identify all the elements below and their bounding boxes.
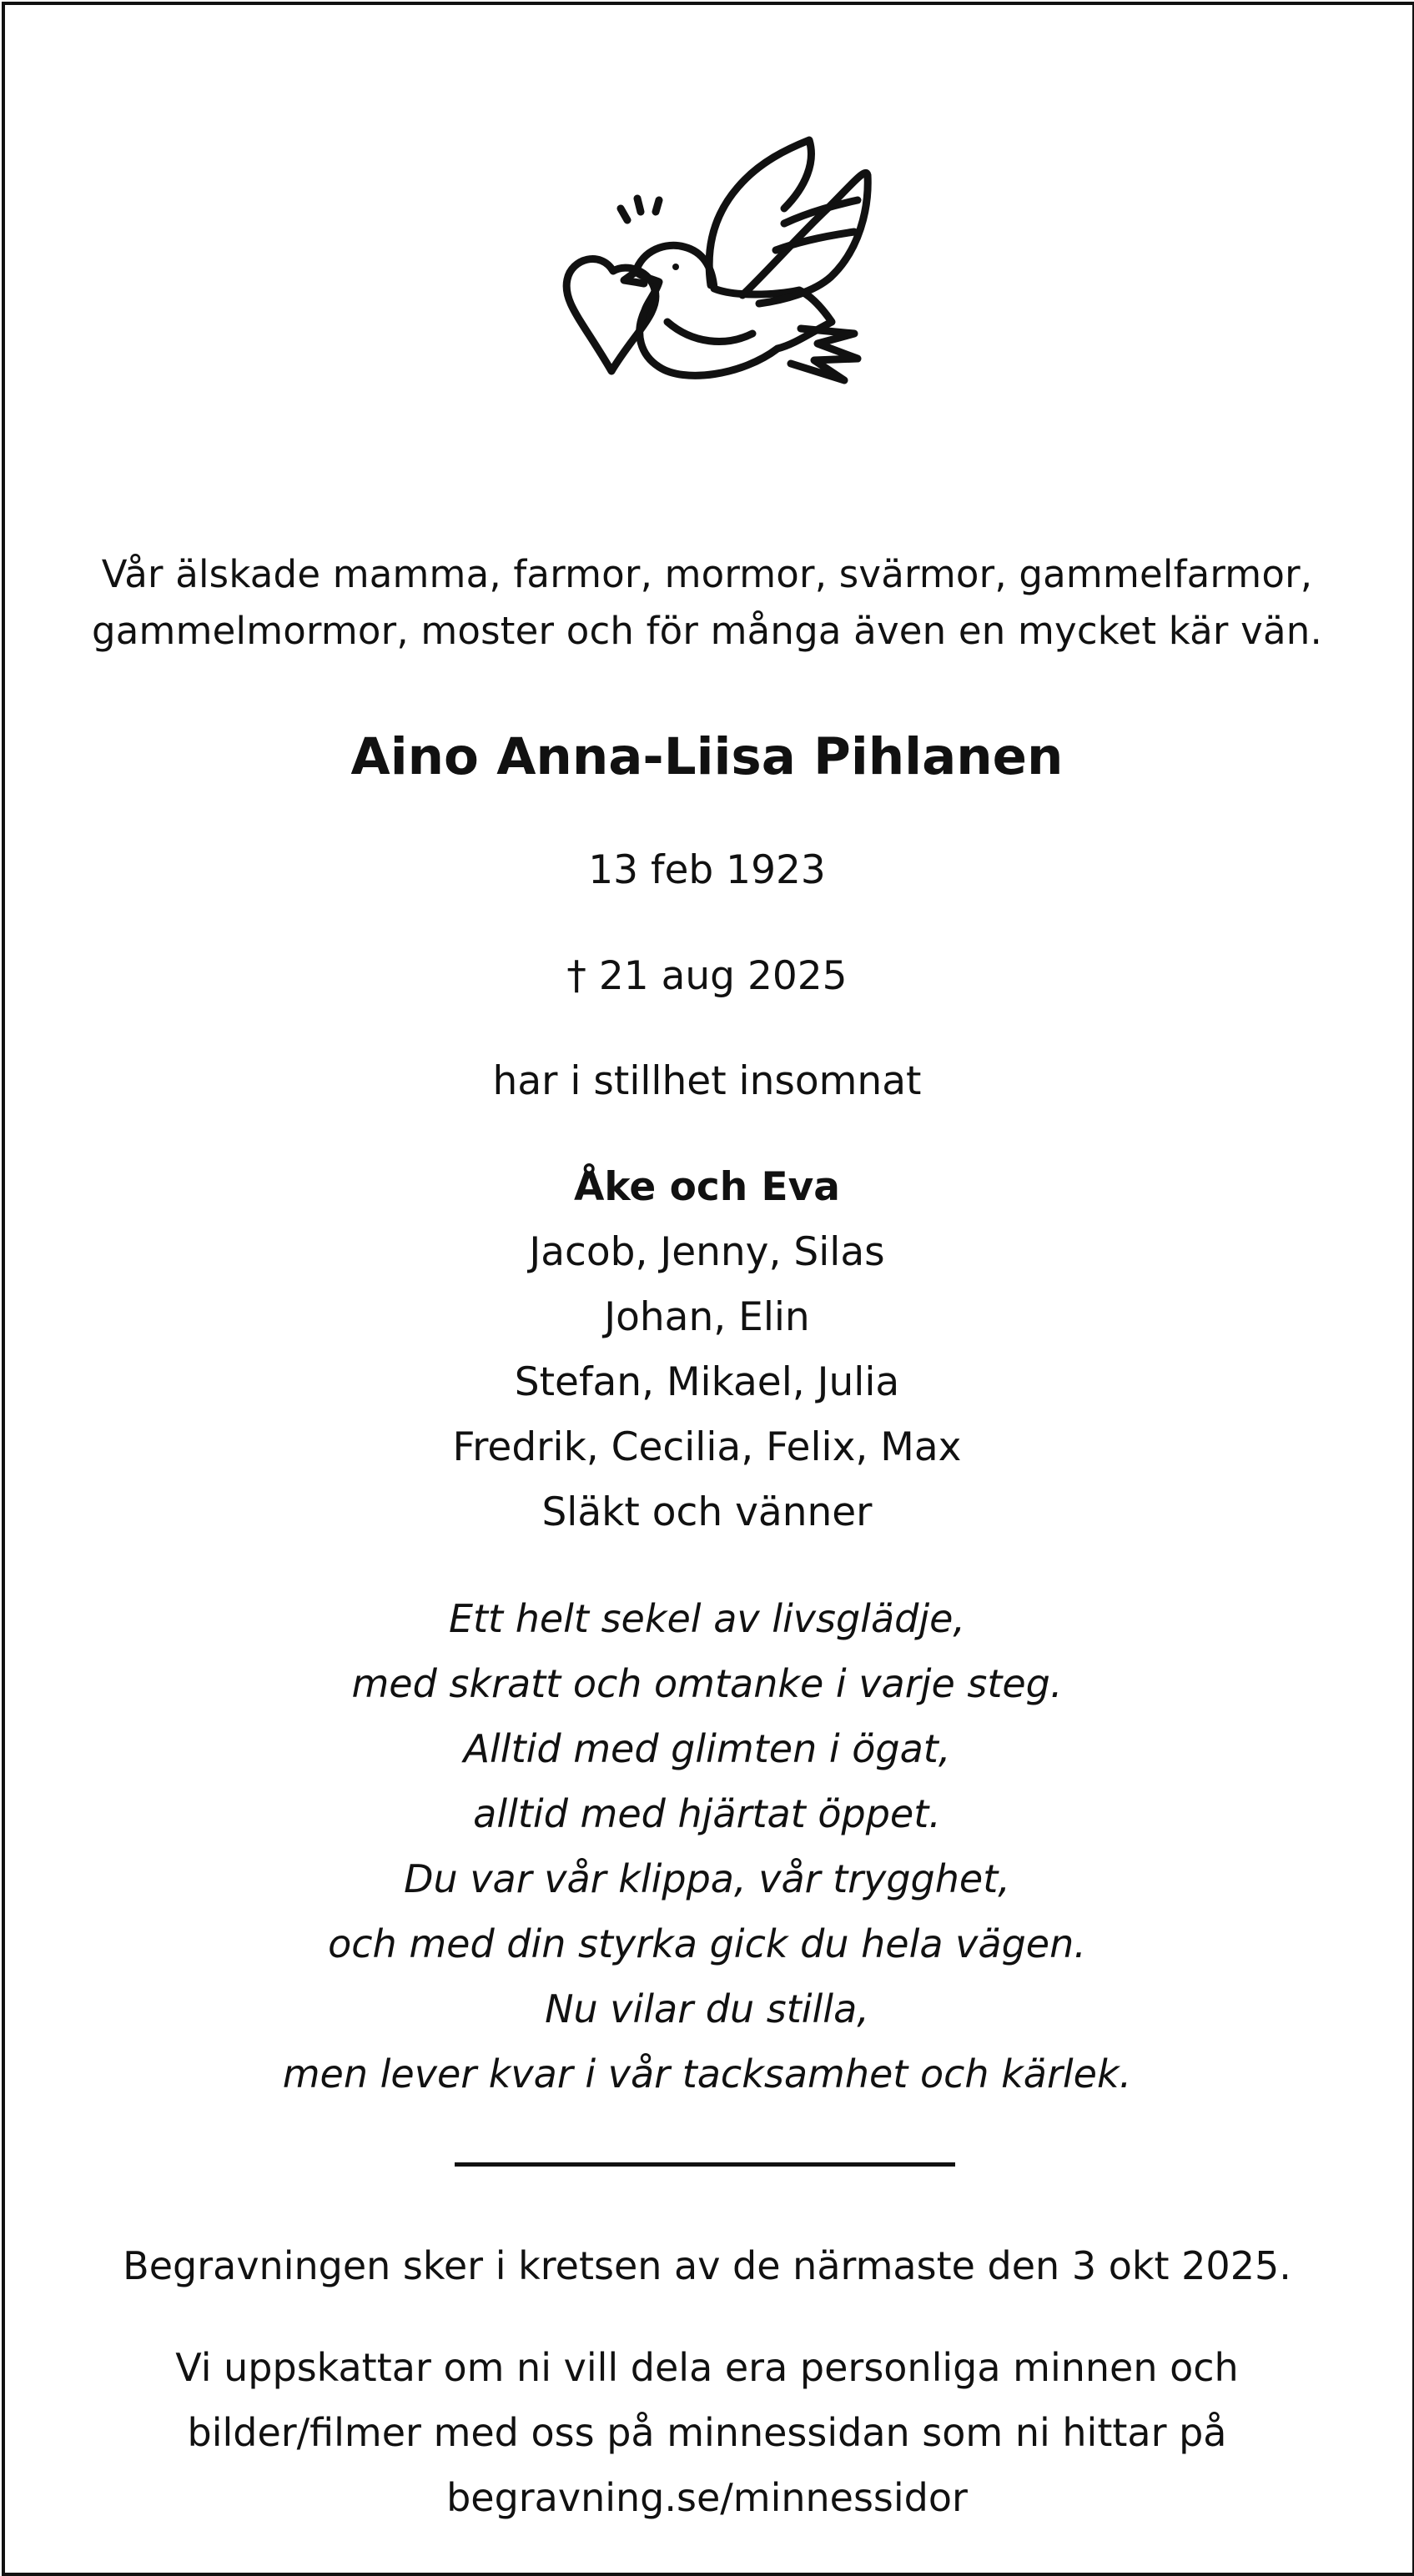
memorial-line-2: bilder/filmer med oss på minnessidan som ni hittar på [187,2410,1227,2455]
intro-line-2: gammelmormor, moster och för många även en mycket kär vän. [92,609,1322,653]
memorial-line-1: Vi uppskattar om ni vill dela era personliga minnen och [175,2345,1239,2390]
family-head: Åke och Eva [573,1164,841,1210]
poem-line: och med din styrka gick du hela vägen. [328,1921,1086,1966]
intro-line-1: Vår älskade mamma, farmor, mormor, svärmor, gammelfarmor, [101,552,1313,596]
memorial-info [0,2335,1414,2530]
divider-line [455,2162,955,2167]
passing-text: har i stillhet insomnat [492,1058,922,1104]
burial-info: Begravningen sker i kretsen av de närmaste den 3 okt 2025. [123,2243,1291,2288]
family-line: Fredrik, Cecilia, Felix, Max [452,1424,962,1470]
poem-line: Du var vår klippa, vår trygghet, [404,1856,1010,1901]
poem-line: alltid med hjärtat öppet. [473,1791,941,1836]
poem-line: Nu vilar du stilla, [545,1986,869,2031]
poem-line: Alltid med glimten i ögat, [463,1726,951,1771]
deceased-name: Aino Anna-Liisa Pihlanen [350,727,1064,786]
poem [0,1586,1414,2106]
family-line: Släkt och vänner [541,1489,873,1535]
family-line: Stefan, Mikael, Julia [514,1359,900,1405]
family-line: Jacob, Jenny, Silas [529,1229,885,1275]
memorial-link[interactable]: begravning.se/minnessidor [446,2475,968,2520]
poem-line: med skratt och omtanke i varje steg. [351,1661,1063,1706]
intro-text [0,546,1414,660]
poem-line: men lever kvar i vår tacksamhet och kärlek. [282,2051,1132,2096]
poem-line: Ett helt sekel av livsglädje, [448,1596,966,1641]
family-list [0,1155,1414,1545]
death-date: † 21 aug 2025 [566,953,848,999]
family-line: Johan, Elin [604,1294,810,1340]
birth-date: 13 feb 1923 [588,847,826,893]
dove-with-heart-icon [534,125,876,417]
